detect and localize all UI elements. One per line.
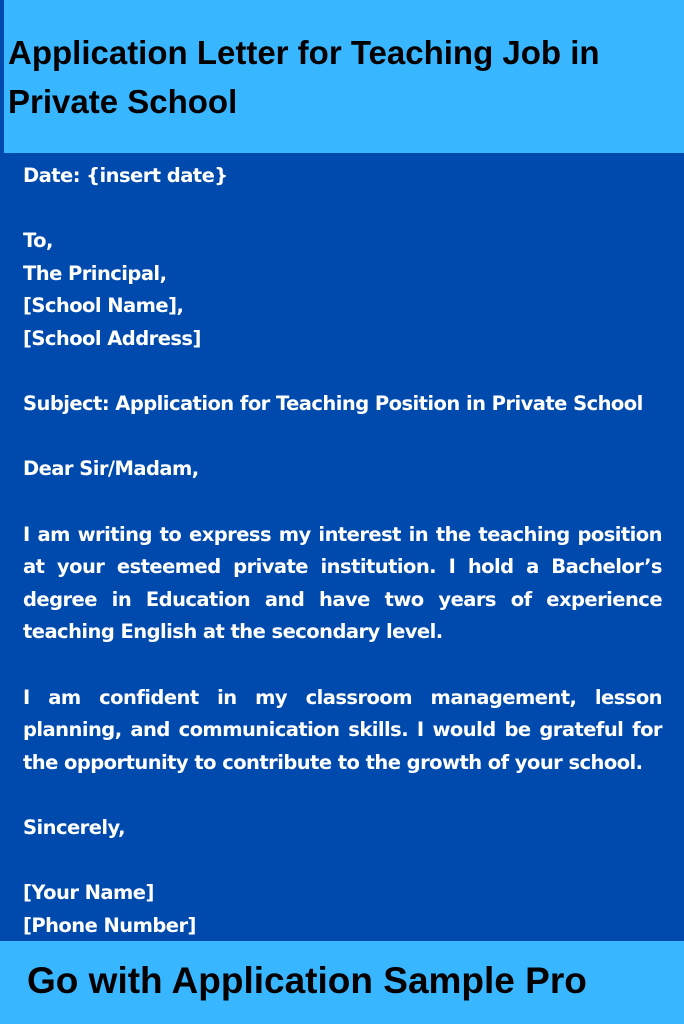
letter-paragraph-1: I am writing to express my interest in the teaching position at your esteemed private institution. I hold a Bachelor’s degree in Education and have two years of experience teaching English at the secondary level. <box>23 522 662 644</box>
footer-tagline: Go with Application Sample Pro <box>27 960 587 1001</box>
letter-sender-phone: [Phone Number] <box>23 913 196 937</box>
letter-school-address: [School Address] <box>23 326 201 350</box>
spacer <box>23 844 662 877</box>
letter-school-name: [School Name], <box>23 294 184 318</box>
letter-salutation: Dear Sir/Madam, <box>23 457 199 481</box>
page-title: Application Letter for Teaching Job in Private School <box>8 34 600 120</box>
spacer <box>23 421 662 454</box>
spacer <box>23 356 662 389</box>
spacer <box>23 193 662 226</box>
footer-banner <box>0 941 684 1024</box>
letter-body <box>23 160 662 942</box>
spacer <box>23 779 662 812</box>
letter-sender-name: [Your Name] <box>23 881 154 905</box>
letter-subject: Subject: Application for Teaching Position in Private School <box>23 392 643 416</box>
letter-closing: Sincerely, <box>23 815 126 839</box>
spacer <box>23 649 662 682</box>
letter-recipient: The Principal, <box>23 261 167 285</box>
letter-date: Date: {insert date} <box>23 164 228 187</box>
letter-to: To, <box>23 229 53 253</box>
letter-panel <box>0 153 684 941</box>
header-banner <box>0 0 684 153</box>
spacer <box>23 486 662 519</box>
letter-paragraph-2: I am confident in my classroom management, lesson planning, and communication skills. I would be grateful for the opportunity to contribute to the growth of your school. <box>23 685 662 774</box>
